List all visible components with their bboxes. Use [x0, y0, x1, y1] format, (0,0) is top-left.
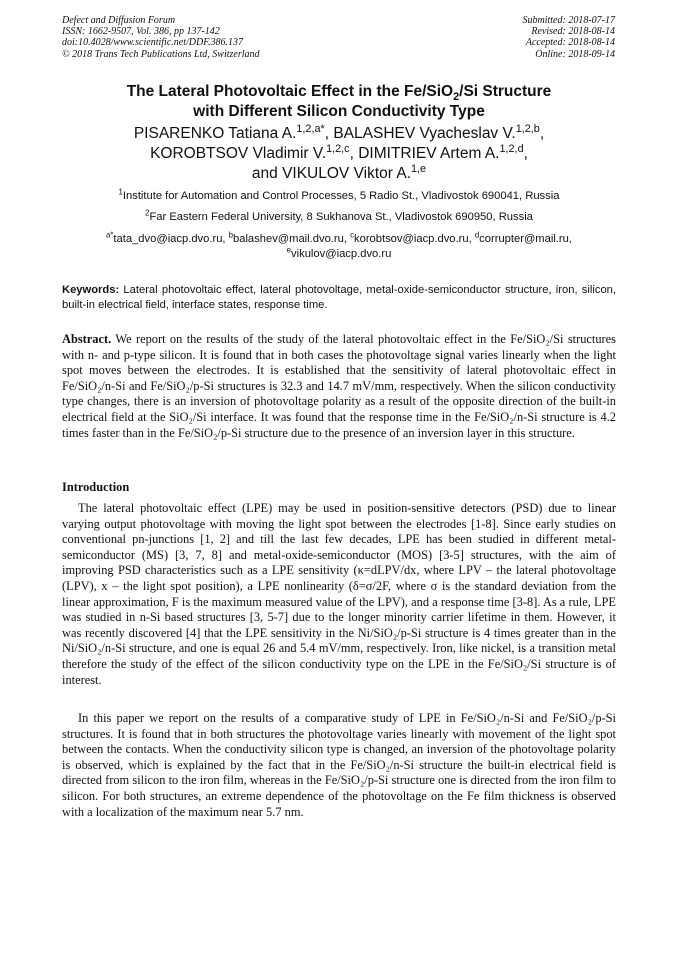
- abstract-label: Abstract.: [62, 332, 112, 346]
- title-subscript: 2: [453, 91, 460, 104]
- author-sup: 1,2,d: [499, 142, 524, 155]
- affiliation-text: Institute for Automation and Control Processes, 5 Radio St., Vladivostok 690041, Russia: [122, 190, 560, 202]
- keywords-label: Keywords:: [62, 284, 120, 296]
- section-heading-introduction: Introduction: [62, 480, 130, 494]
- affiliation-sup: 1: [118, 187, 123, 197]
- date-online: Online: 2018-09-14: [535, 48, 615, 60]
- email-link[interactable]: balashev@mail.dvo.ru,: [233, 233, 351, 245]
- keywords-block: [62, 283, 616, 313]
- date-submitted: Submitted: 2018-07-17: [522, 15, 615, 26]
- dates-info: [523, 15, 616, 60]
- email-link[interactable]: tata_dvo@iacp.dvo.ru,: [113, 233, 229, 245]
- affiliation-text: Far Eastern Federal University, 8 Sukhanova St., Vladivostok 690950, Russia: [149, 211, 533, 223]
- email-link[interactable]: corrupter@mail.ru,: [479, 233, 572, 245]
- author-sep: ,: [523, 145, 528, 162]
- email-link[interactable]: korobtsov@iacp.dvo.ru,: [354, 233, 475, 245]
- author-name: PISARENKO Tatiana A.: [133, 125, 297, 142]
- abstract-text: We report on the results of the study of the lateral photovoltaic effect in the Fe/SiO₂/Si structures with n- and p-type silicon. It is found that in both cases the photovoltage signal varies linearly when the light spot moves between the electrodes. It is established that the sensitivity of lateral photovoltaic effect in Fe/SiO₂/n-Si and Fe/SiO₂/p-Si structures is 32.3 and 14.7 mV/mm, respectively. When the silicon conductivity type changes, there is an inversion of photovoltage polarity as a result of the opposite direction of the built-in electrical field at the SiO₂/Si interface. It was found that the response time in the Fe/SiO₂/n-Si structure is 4.2 times faster than in the Fe/SiO₂/p-Si structure due to the presence of an inversion layer in this structure.: [62, 332, 616, 440]
- journal-doi: doi:10.4028/www.scientific.net/DDF.386.137: [62, 37, 244, 49]
- author-sup: 1,2,c: [326, 142, 350, 155]
- affiliation-2: [62, 210, 616, 225]
- author-sup: 1,2,b: [515, 122, 540, 135]
- author-name: and VIKULOV Viktor A.: [251, 165, 412, 182]
- title-line2: with Different Silicon Conductivity Type: [193, 103, 485, 120]
- email-sup: d: [474, 230, 480, 240]
- email-link[interactable]: vikulov@iacp.dvo.ru: [291, 248, 392, 260]
- affiliation-1: [62, 189, 616, 204]
- author-name: , DIMITRIEV Artem A.: [349, 145, 500, 162]
- author-sup: 1,2,a*: [296, 122, 325, 135]
- email-list: [62, 232, 616, 262]
- date-revised: Revised: 2018-08-14: [531, 26, 615, 38]
- intro-paragraph-1: The lateral photovoltaic effect (LPE) may be used in position-sensitive detectors (PSD) due to linear varying output photovoltage with moving the light spot between the electrodes [1-8]. Since early studies on conventional pn-junctions [1, 2] and till the last few decades, LPE has been studied in different metal-semiconductor (MS) [3, 7, 8] and metal-oxide-semiconductor (MOS) [3-5] structures, with the aim of improving PSD characteristics such as a LPE sensitivity (κ=dLPV/dx, where LPV – the lateral photovoltage (LPV), x – the light spot position), a LPE nonlinearity (δ=σ/2F, where σ is the standard deviation from the linear approximation, F is the maximum measured value of the LPV), and a response time [3-8]. As a rule, LPE was studied in n-Si based structures [3, 5-7] due to the longer minority carrier lifetime in them. However, it was recently discovered [4] that the LPE sensitivity in the Ni/SiO₂/p-Si structure is 4 times greater than in the Ni/SiO₂/n-Si structure, and one is equal 26 and 5.4 mV/mm, respectively. Iron, like nickel, is a transition metal therefore the study of the effect of the silicon conductivity type on the LPE in the Fe/SiO₂/Si structure is of interest.: [62, 501, 616, 687]
- author-name: KOROBTSOV Vladimir V.: [150, 145, 327, 162]
- title-part: /Si Structure: [459, 83, 552, 100]
- email-sup: c: [350, 230, 354, 240]
- author-sep: ,: [539, 125, 545, 142]
- journal-name: Defect and Diffusion Forum: [62, 15, 176, 26]
- email-sup: a*: [106, 230, 114, 240]
- date-accepted: Accepted: 2018-08-14: [525, 37, 615, 49]
- paper-title: [62, 82, 616, 122]
- email-sup: e: [286, 245, 292, 255]
- affiliation-sup: 2: [145, 208, 150, 218]
- author-list: [62, 124, 616, 184]
- author-name: , BALASHEV Vyacheslav V.: [324, 125, 516, 142]
- keywords-text: Lateral photovoltaic effect, lateral photovoltage, metal-oxide-semiconductor structure, iron, silicon, built-in electrical field, interface states, response time.: [62, 284, 616, 311]
- email-sup: b: [228, 230, 233, 240]
- author-sup: 1,e: [411, 162, 427, 175]
- intro-paragraph-2: In this paper we report on the results of a comparative study of LPE in Fe/SiO₂/n-Si and Fe/SiO₂/p-Si structures. It is found that in both structures the photovoltage varies linearly with movement of the light spot between the contacts. When the conductivity silicon type is changed, an inversion of the photovoltage polarity is observed, which is explained by the fact that in the Fe/SiO₂/n-Si structure the built-in electrical field is directed from silicon to the iron film, whereas in the Fe/SiO₂/p-Si structure one is directed from the iron film to silicon. For both structures, an extreme dependence of the photovoltage on the Fe film thickness is observed with a localization of the maximum near 5.7 nm.: [62, 711, 616, 819]
- journal-copyright: © 2018 Trans Tech Publications Ltd, Switzerland: [62, 48, 260, 60]
- title-part: The Lateral Photovoltaic Effect in the Fe/SiO: [126, 83, 454, 100]
- abstract-block: [62, 332, 616, 441]
- journal-info: [62, 15, 260, 60]
- journal-issn: ISSN: 1662-9507, Vol. 386, pp 137-142: [62, 26, 220, 38]
